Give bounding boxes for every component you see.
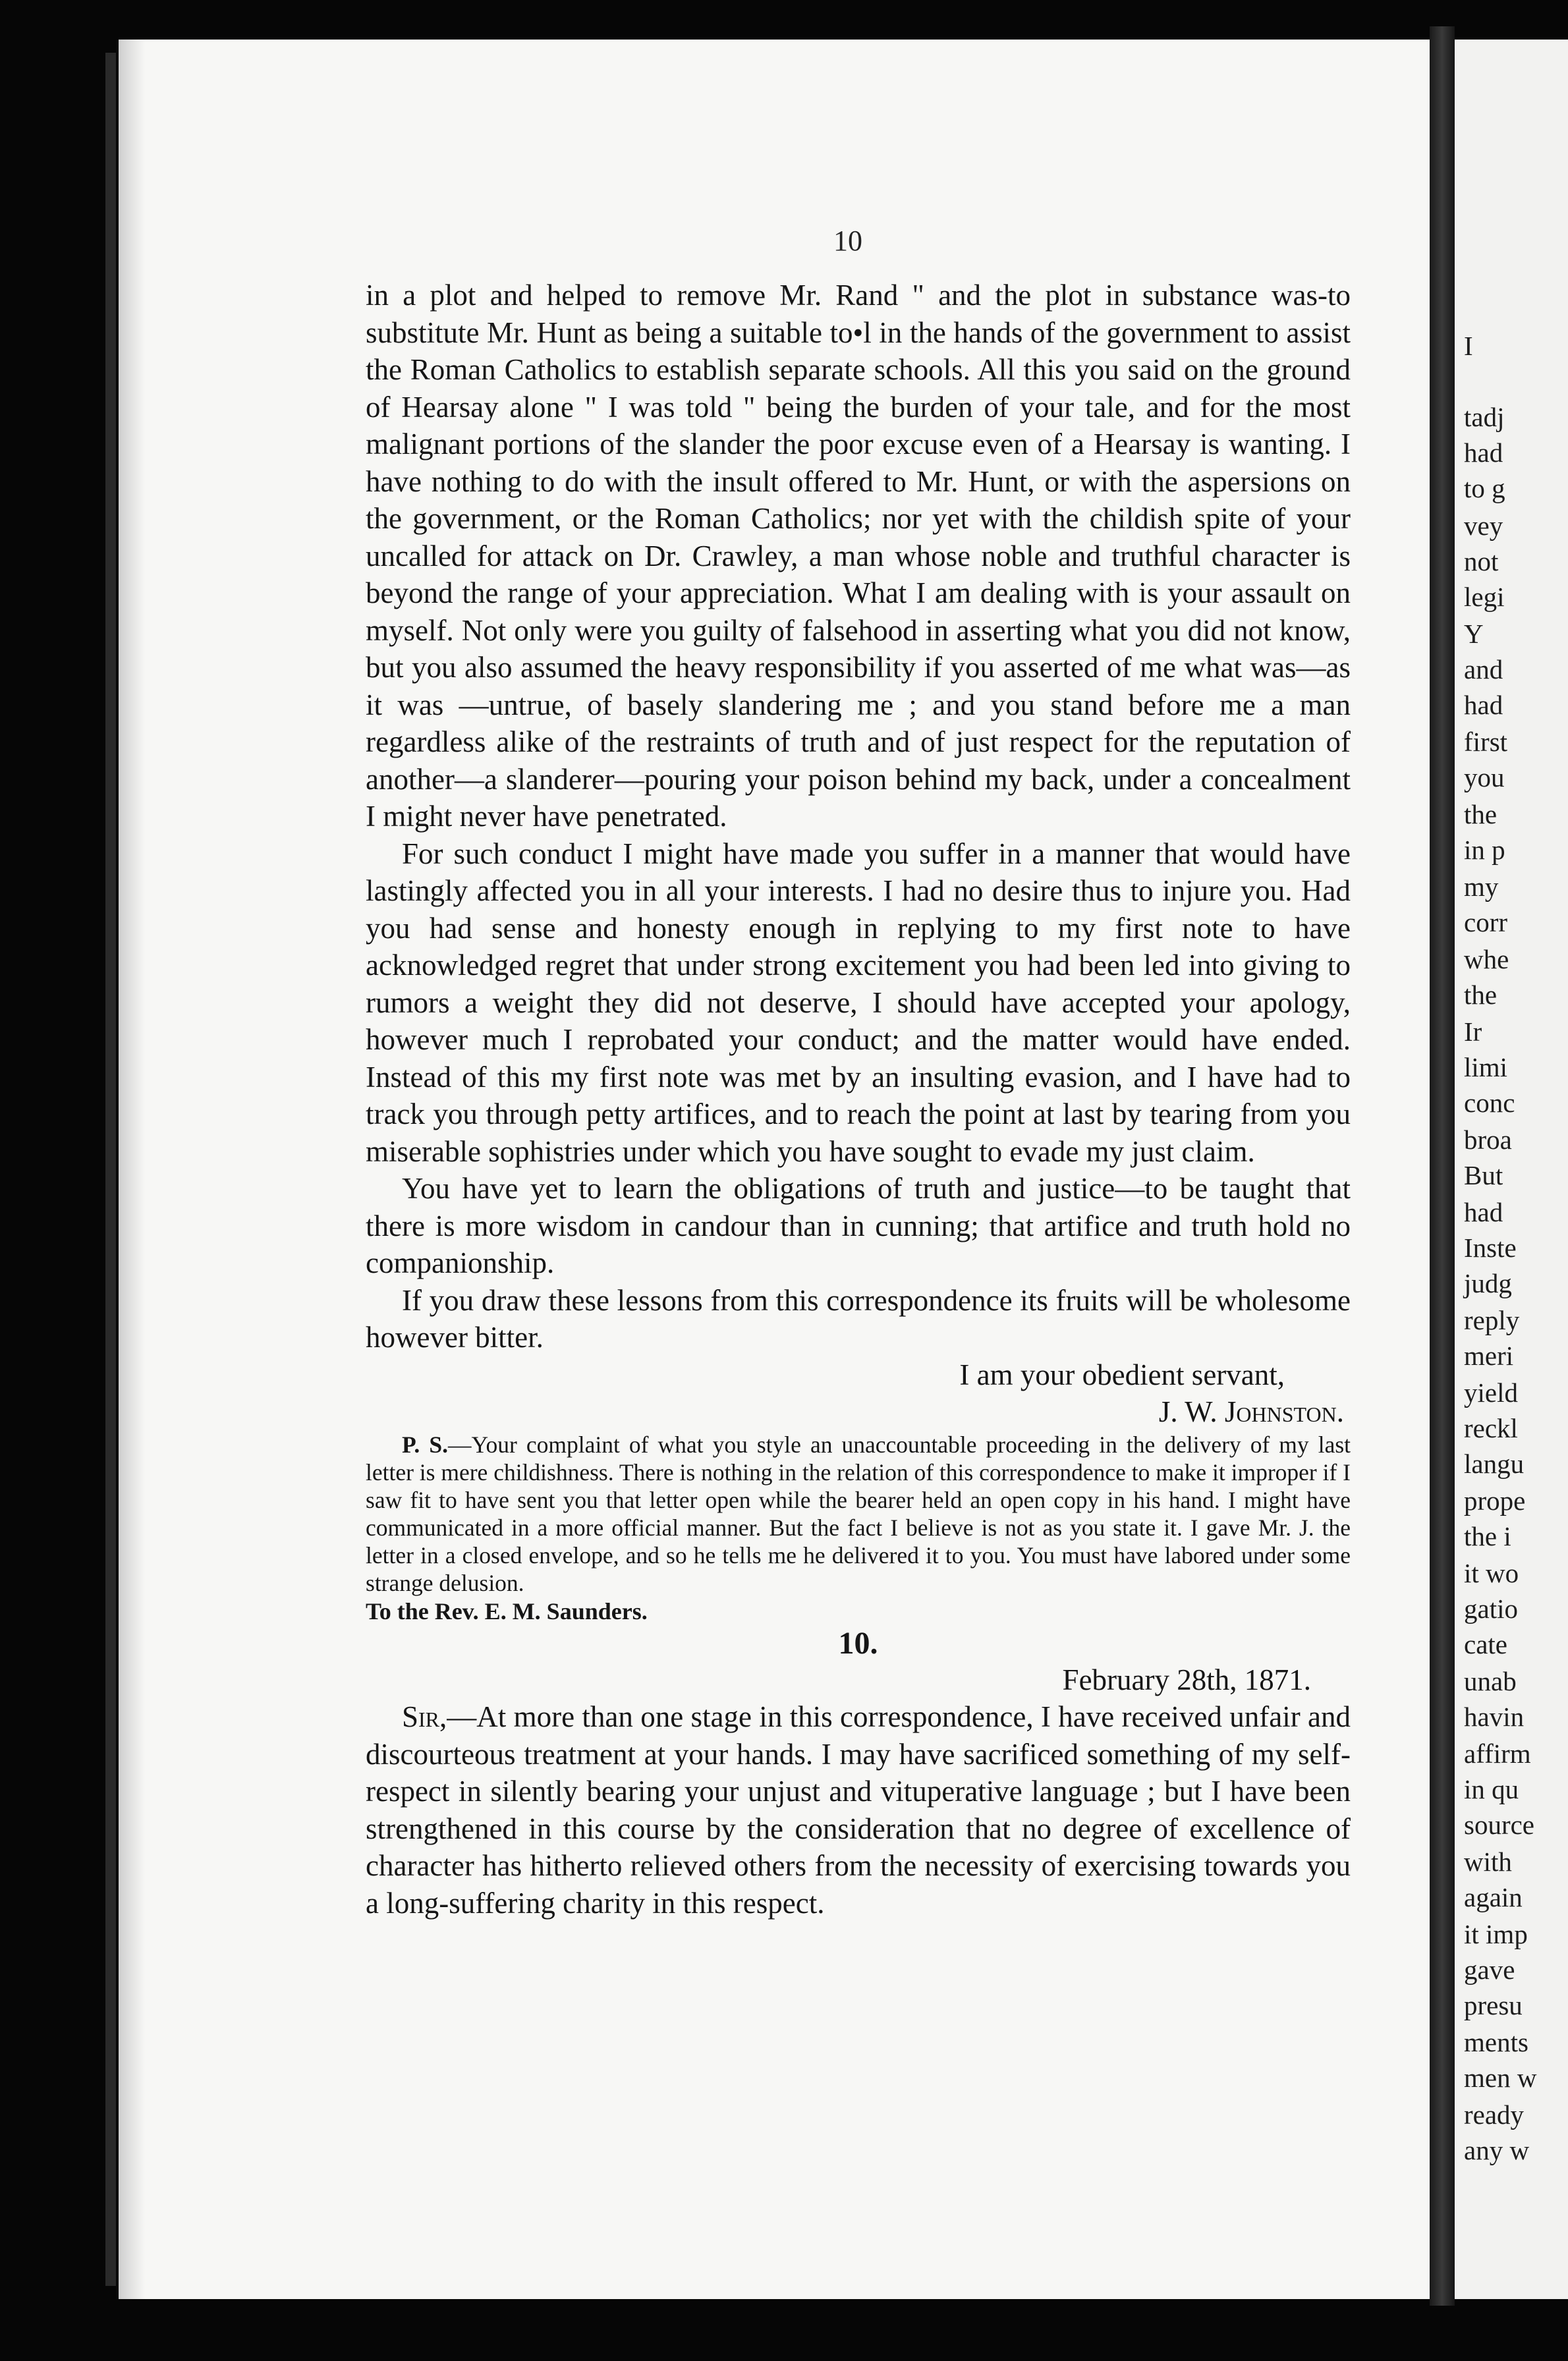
right-page-line: source bbox=[1464, 1810, 1535, 1840]
right-page-line: again bbox=[1464, 1882, 1523, 1912]
page-edge-shadow bbox=[119, 40, 145, 2299]
letter-number: 10. bbox=[838, 1625, 878, 1661]
right-page-fragment bbox=[1455, 40, 1568, 2299]
right-page-line: presu bbox=[1464, 1990, 1523, 2020]
right-page-line: But bbox=[1464, 1160, 1503, 1190]
book-spine-edge bbox=[105, 53, 116, 2286]
right-page-line: the bbox=[1464, 980, 1498, 1010]
right-page-line: ready bbox=[1464, 2099, 1525, 2130]
final-paragraph-text: —At more than one stage in this correspondence, I have received unfair and discourteous treatment at your hands. I may have sacrificed something of my self-respect in silently bearing your unjust and vituperative language ; but I have been strengthened in this course by the consideration that no degree of excellence of character has hitherto relieved others from the necessity of exercising towards you a long-suffering charity in this respect. bbox=[366, 1700, 1351, 1920]
postscript-label: P. S. bbox=[402, 1431, 448, 1458]
postscript-text: —Your complaint of what you style an unaccountable proceeding in the delivery of my last letter is mere childishness. There is nothing in the relation of this correspondence to make it improper if I saw fit to have sent you that letter open while the bearer held an open copy in his hand. I might have communicated in a more official manner. But the fact I believe is not as you state it. I gave Mr. J. the letter in a closed envelope, and so he tells me he delivered it to you. You must have labored under some strange delusion. bbox=[366, 1431, 1351, 1596]
right-page-line: Y bbox=[1464, 619, 1484, 649]
right-page-line: reply bbox=[1464, 1305, 1520, 1335]
right-page-line: yield bbox=[1464, 1377, 1518, 1408]
right-page-line: had bbox=[1464, 1197, 1503, 1227]
signature: J. W. Johnston. bbox=[1158, 1395, 1344, 1428]
right-page-line: gave bbox=[1464, 1955, 1515, 1985]
right-page-line: in p bbox=[1464, 835, 1505, 865]
right-page-line: men w bbox=[1464, 2063, 1537, 2093]
right-page-line: ments bbox=[1464, 2027, 1528, 2057]
right-page-line: broa bbox=[1464, 1125, 1512, 1155]
right-page-line: langu bbox=[1464, 1449, 1525, 1479]
body-paragraph: For such conduct I might have made you suffer in a manner that would have lastingly affected you in all your interests. I had no desire thus to injure you. Had you had sense and honesty enough in replying to my first note to have acknowledged regret that under strong excitement you had been led into giving to rumors a weight they did not deserve, I should have accepted your apology, however much I reprobated your conduct; and the matter would have ended. Instead of this my first note was met by an insulting evasion, and I have had to track you through petty artifices, and to reach the point at last by tearing from you miserable sophistries under which you have sought to evade my just claim. bbox=[366, 837, 1351, 1168]
right-page-line: havin bbox=[1464, 1702, 1525, 1732]
right-page-line: in qu bbox=[1464, 1774, 1519, 1804]
right-page-line: any w bbox=[1464, 2135, 1530, 2165]
right-page-line: affirm bbox=[1464, 1738, 1531, 1769]
page-number: 10 bbox=[833, 225, 862, 257]
right-page-line: and bbox=[1464, 654, 1503, 684]
final-paragraph bbox=[366, 1698, 1351, 1922]
right-page-line: it imp bbox=[1464, 1919, 1528, 1949]
right-page-line: vey bbox=[1464, 511, 1503, 541]
body-paragraph: You have yet to learn the obligations of truth and justice—to be taught that there is more wisdom in candour than in cunning; that artifice and truth hold no companionship. bbox=[366, 1172, 1351, 1279]
right-page-line: judg bbox=[1464, 1268, 1512, 1298]
book-gutter bbox=[1430, 26, 1455, 2306]
closing-line: I am your obedient servant, bbox=[959, 1358, 1285, 1391]
right-page-line: my bbox=[1464, 872, 1499, 902]
right-page-line: tadj bbox=[1464, 402, 1505, 432]
right-page-line: it wo bbox=[1464, 1558, 1519, 1588]
postscript bbox=[366, 1431, 1351, 1597]
right-page-line: reckl bbox=[1464, 1413, 1518, 1443]
body-paragraph: in a plot and helped to remove Mr. Rand " and the plot in substance was-to substitute Mr. Hunt as being a suitable to•l in the hands of the government to assist the Roman Catholics to establish separate schools. All this you said on the ground of Hearsay alone " I was told " being the burden of your tale, and for the most malignant portions of the slander the poor excuse even of a Hearsay is wanting. I have nothing to do with the insult offered to Mr. Hunt, or with the aspersions on the government, or the Roman Catholics; nor yet with the childish spite of your uncalled for attack on Dr. Crawley, a man whose noble and truthful character is beyond the range of your appreciation. What I am dealing with is your assault on myself. Not only were you guilty of falsehood in asserting what you did not know, but you also assumed the heavy responsibility if you asserted of me what was—as it was —untrue, of basely slandering me ; and you stand before me a man regardless alike of the restraints of truth and of just respect for the reputation of another—a slanderer—pouring your poison behind my back, under a concealment I might never have penetrated. bbox=[366, 279, 1351, 833]
right-page-line: gatio bbox=[1464, 1594, 1518, 1624]
letter-text bbox=[366, 277, 1351, 1922]
right-page-line: to g bbox=[1464, 473, 1505, 503]
right-page-line: with bbox=[1464, 1847, 1512, 1877]
right-page-line: whe bbox=[1464, 944, 1509, 974]
right-page-line: I bbox=[1464, 331, 1473, 361]
right-page-line: the i bbox=[1464, 1521, 1511, 1551]
right-page-line: legi bbox=[1464, 582, 1505, 612]
right-page-line: Ir bbox=[1464, 1016, 1482, 1047]
body-paragraph: If you draw these lessons from this correspondence its fruits will be wholesome however bitter. bbox=[366, 1283, 1351, 1354]
right-page-line: cate bbox=[1464, 1629, 1507, 1659]
letter-date: February 28th, 1871. bbox=[1062, 1663, 1311, 1696]
right-page-line: unab bbox=[1464, 1666, 1517, 1696]
right-page-line: had bbox=[1464, 437, 1503, 468]
right-page-line: meri bbox=[1464, 1341, 1514, 1371]
right-page-line: first bbox=[1464, 727, 1508, 757]
recipient-line: To the Rev. E. M. Saunders. bbox=[366, 1597, 648, 1625]
right-page-line: the bbox=[1464, 799, 1498, 829]
right-page-line: conc bbox=[1464, 1088, 1515, 1118]
right-page-line: not bbox=[1464, 546, 1499, 576]
right-page-line: you bbox=[1464, 762, 1505, 792]
right-page-line: had bbox=[1464, 690, 1503, 720]
right-page-line: Inste bbox=[1464, 1233, 1517, 1263]
right-page-line: prope bbox=[1464, 1486, 1526, 1516]
right-page-line: corr bbox=[1464, 907, 1508, 937]
right-page-line: limi bbox=[1464, 1052, 1508, 1082]
salutation: Sir, bbox=[402, 1700, 447, 1733]
